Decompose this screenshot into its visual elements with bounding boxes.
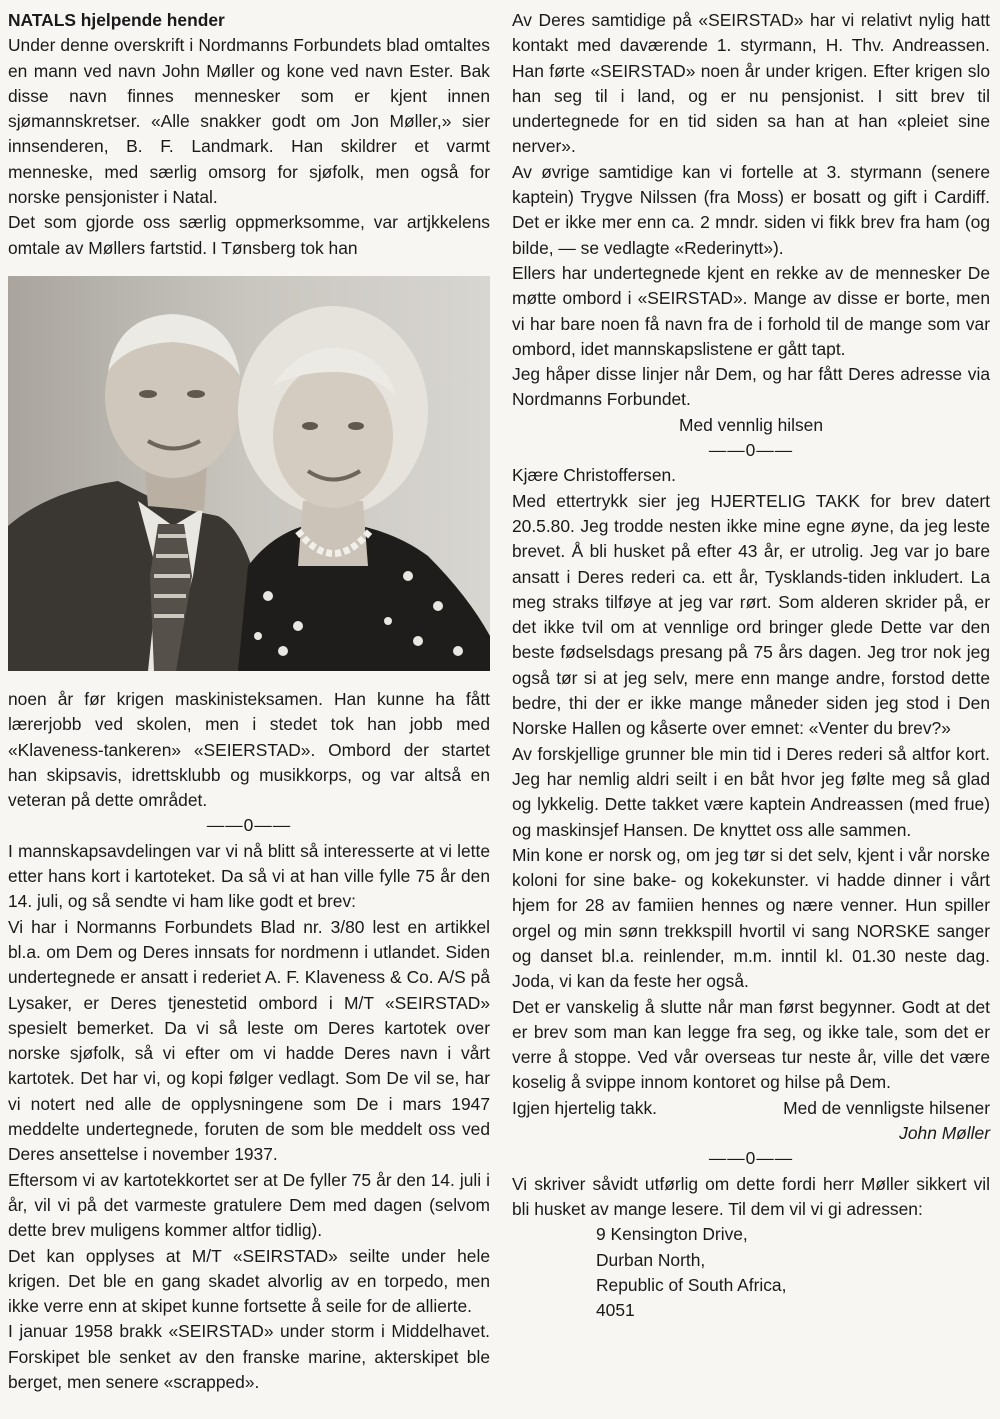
address-line: Durban North, [596, 1249, 706, 1270]
address-line: Republic of South Africa, [596, 1274, 787, 1295]
letter-paragraph: Ellers har undertegnede kjent en rekke av de mennesker De møtte ombord i «SEIRSTAD». Mange av disse er borte, men vi har bare noen få navn fra de i forhold til de mange som var ombord, idet mannskapslistene er gått tapt. [512, 262, 990, 359]
reply-closing: Med de vennligste hilsener [783, 1097, 990, 1118]
after-photo-paragraph: noen år før krigen maskinisteksamen. Han kunne ha fått lærerjobb ved skolen, men i stedet tok han jobb med «Klaveness-tankeren» «SEIERSTAD». Ombord der startet han skipsavis, idrettsklubb og musikkorps, og var altså en veteran på dette området. [8, 688, 490, 811]
final-paragraph: Vi skriver såvidt utførlig om dette fordi herr Møller sikkert vil bli husket av mange lesere. Til dem vil vi gi adressen: [512, 1173, 990, 1219]
section-separator: ——0—— [206, 815, 292, 836]
reply-greeting: Kjære Christoffersen. [512, 465, 676, 486]
reply-paragraph: Av forskjellige grunner ble min tid i Deres rederi så altfor kort. Jeg har nemlig aldri seilt i en båt hvor jeg følte meg så glad og lykkelig. Dette takket være kaptein Andreassen (med frue) og maskinsjef Hansen. De knyttet oss alle sammen. [512, 743, 990, 840]
letter-paragraph: I januar 1958 brakk «SEIRSTAD» under storm i Middelhavet. Forskipet ble senket av den franske marine, akterskipet ble berget, men senere «scrapped». [8, 1321, 490, 1392]
letter-paragraph: Vi har i Normanns Forbundets Blad nr. 3/80 lest en artikkel bl.a. om Dem og Deres innsats for nordmenn i utlandet. Siden undertegnede er ansatt i rederiet A. F. Klaveness & Co. A/S på Lysaker, er Deres tjenestetid ombord i M/T «SEIRSTAD» spesielt bemerket. Da vi så leste om Deres kartotek over norske sjøfolk, så vi efter om vi hadde Deres navn i vårt kartotek. Det har vi, og kopi følger vedlagt. Som De vil se, har vi notert ned alle de opplysningene som De i mars 1947 meddelte undertegnede, foruten de som ble meddelt oss ved Deres ansettelse i november 1937. [8, 916, 490, 1165]
article-headline: NATALS hjelpende hender [8, 10, 225, 30]
left-column [8, 8, 490, 1395]
letter-paragraph: Det kan opplyses at M/T «SEIRSTAD» seilte under hele krigen. Det ble en gang skadet alvorlig av en torpedo, men ikke verre enn at skipet kunne fortsette å seile for de allierte. [8, 1245, 490, 1317]
reply-paragraph: Min kone er norsk og, om jeg tør si det selv, kjent i vår norske koloni for sine bake- og kokekunster. vi hadde dinner i vårt hjem for 28 av famiien hennes og nære venner. Hun spiller orgel og min sønn trekkspill hvortil vi sang NORSKE sanger og danset bl.a. reinlender, m.m. inntil kl. 01.30 neste dag. Joda, vi kan da feste her også. [512, 844, 990, 992]
letter-paragraph: Eftersom vi av kartotekkortet ser at De fyller 75 år den 14. juli i år, vil vi på det varmeste gratulere Dem med dagen (selvom dette brev muligens kommer altfor tidlig). [8, 1169, 490, 1241]
letter-closing: Med vennlig hilsen [678, 414, 824, 435]
address-line: 9 Kensington Drive, [596, 1224, 748, 1245]
reply-closing-row [512, 1096, 990, 1121]
letter-paragraph: I mannskapsavdelingen var vi nå blitt så interesserte at vi lette etter hans kort i kartoteket. Da så vi at han ville fylle 75 år den 14. juli, og så sendte vi ham like godt et brev: [8, 840, 490, 912]
letter-paragraph: Av øvrige samtidige kan vi fortelle at 3. styrmann (senere kaptein) Trygve Nilssen (fra Moss) er bosatt og gift i Cardiff. Det er ikke mer enn ca. 2 mndr. siden vi fikk brev fra ham (og bilde, — se vedlagte «Rederinytt»). [512, 161, 990, 258]
intro-paragraph: Under denne overskrift i Nordmanns Forbundets blad omtaltes en mann ved navn John Møller og kone ved navn Ester. Bak disse navn finnes mennesker som er kjent innen sjømannskretser. «Alle snakker godt om Jon Møller,» sier innsenderen, B. F. Landmark. Han skildrer et varmt menneske, med særlig omsorg for sjøfolk, men også for norske pensjonister i Natal. [8, 35, 490, 208]
reply-paragraph: Det er vanskelig å slutte når man først begynner. Godt at det er brev som man kan legge fra seg, og ikke tale, som det er verre å stoppe. Ved vår overseas tur neste år, ville det være koselig å svippe innom kontoret og hilse på Dem. [512, 996, 990, 1093]
section-separator: ——0—— [708, 1148, 794, 1169]
couple-portrait-photo-icon [8, 276, 490, 671]
reply-thanks: Igjen hjertelig takk. [512, 1097, 658, 1118]
letter-paragraph: Jeg håper disse linjer når Dem, og har fått Deres adresse via Nordmanns Forbundet. [512, 364, 990, 410]
right-column [512, 8, 990, 1323]
address-line: 4051 [596, 1300, 635, 1321]
letter-paragraph: Av Deres samtidige på «SEIRSTAD» har vi relativt nylig hatt kontakt med daværende 1. styrmann, H. Thv. Andreassen. Han førte «SEIRSTAD» noen år under krigen. Efter krigen slo han seg til i land, og er nu pensjonist. I sitt brev til undertegnede for en tid siden sa han at han «pleiet sine nerver». [512, 10, 990, 157]
section-separator: ——0—— [708, 440, 794, 461]
signature: John Møller [899, 1123, 990, 1144]
reply-paragraph: Med ettertrykk sier jeg HJERTELIG TAKK for brev datert 20.5.80. Jeg trodde nesten ikke mine egne øyne, da jeg leste brevet. Å bli husket på efter 43 år, er utrolig. Jeg var jo bare ansatt i Deres rederi ca. ett år, Tysklands-tiden inkludert. La meg straks tilføye at jeg var rørt. Som alderen skrider på, er det ikke tvil om at vennlige ord bringer glede Dette var den beste fødselsdags presang på 75 års dagen. Jeg tror nok jeg også tør si at jeg selv, mere enn mange andre, forstod dette bedre, thi der er ikke mange måneder siden jeg stod i Den Norske Hallen og kåserte over emnet: «Venter du brev?» [512, 490, 990, 739]
address-block [512, 1222, 990, 1323]
intro-paragraph: Det som gjorde oss særlig oppmerksomme, var artjkkelens omtale av Møllers fartstid. I Tønsberg tok han [8, 212, 490, 258]
